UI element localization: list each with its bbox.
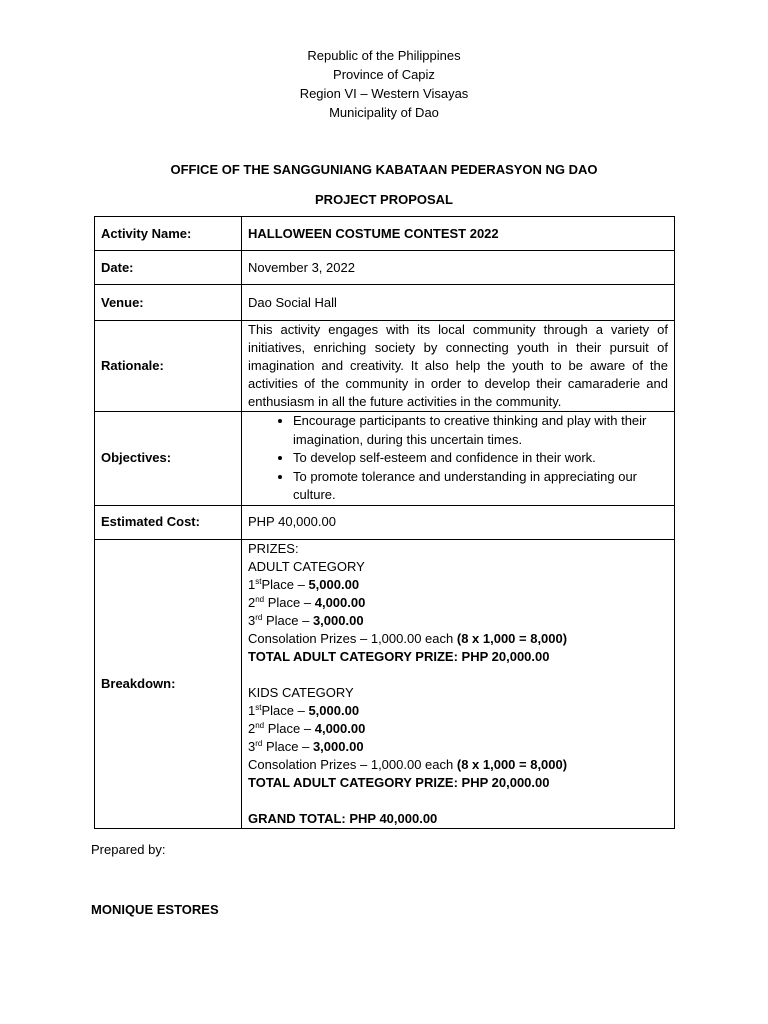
objectives-list [248, 412, 668, 505]
objective-item: • To promote tolerance and understanding in appreciating our culture. [293, 468, 668, 505]
document-title: PROJECT PROPOSAL [315, 192, 453, 207]
breakdown-content [248, 540, 668, 828]
place-amount: 4,000.00 [314, 594, 366, 610]
place-ordinal: rd [255, 612, 263, 622]
kids-second-place [248, 720, 668, 738]
table-row-date [95, 251, 675, 285]
place-number: 1 [248, 702, 256, 718]
date-label: Date: [95, 251, 242, 285]
estimated-cost-label: Estimated Cost: [95, 505, 242, 539]
proposal-table [94, 216, 675, 829]
table-row-activity [95, 217, 675, 251]
place-ordinal: rd [255, 738, 263, 748]
place-text: Place – [262, 738, 313, 754]
place-number: 2 [248, 720, 256, 736]
place-amount: 4,000.00 [314, 720, 366, 736]
kids-third-place [248, 738, 668, 756]
date-value: November 3, 2022 [242, 251, 675, 285]
activity-name-label: Activity Name: [95, 217, 242, 251]
objective-item: • To develop self-esteem and confidence in their work. [293, 449, 668, 468]
document-header [0, 46, 768, 122]
grand-total: GRAND TOTAL: PHP 40,000.00 [248, 810, 438, 826]
consolation-text: Consolation Prizes – 1,000.00 each [248, 756, 457, 772]
place-ordinal: st [255, 702, 262, 712]
prizes-heading: PRIZES: [248, 540, 299, 556]
kids-total: TOTAL ADULT CATEGORY PRIZE: PHP 20,000.00 [248, 774, 550, 790]
spacer [248, 666, 668, 684]
consolation-calc: (8 x 1,000 = 8,000) [456, 756, 568, 772]
rationale-label: Rationale: [95, 321, 242, 412]
place-ordinal: nd [255, 594, 265, 604]
table-row-objectives [95, 412, 675, 506]
place-ordinal: st [255, 576, 262, 586]
place-amount: 3,000.00 [312, 612, 364, 628]
place-text: Place – [261, 702, 309, 718]
breakdown-cell [242, 539, 675, 828]
table-row-rationale [95, 321, 675, 412]
objective-item: • Encourage participants to creative thinking and play with their imagination, during this uncertain times. [293, 412, 668, 449]
place-text: Place – [264, 594, 315, 610]
kids-category-heading: KIDS CATEGORY [248, 684, 354, 700]
table-row-venue [95, 285, 675, 321]
header-municipality: Municipality of Dao [329, 105, 439, 120]
header-region: Region VI – Western Visayas [299, 86, 469, 101]
adult-first-place [248, 576, 668, 594]
place-amount: 5,000.00 [308, 576, 360, 592]
place-text: Place – [264, 720, 315, 736]
consolation-calc: (8 x 1,000 = 8,000) [456, 630, 568, 646]
place-number: 3 [248, 738, 256, 754]
kids-consolation [248, 756, 668, 774]
adult-consolation [248, 630, 668, 648]
adult-total: TOTAL ADULT CATEGORY PRIZE: PHP 20,000.00 [248, 648, 550, 664]
rationale-text: This activity engages with its local community through a variety of initiatives, enriching society by connecting youth in their pursuit of imagination and creativity. It also help the youth to be aware of the activities of the community in order to develop their camaraderie and enthusiasm in all the future activities in the community. [248, 322, 668, 409]
adult-second-place [248, 594, 668, 612]
place-number: 1 [248, 576, 256, 592]
adult-third-place [248, 612, 668, 630]
table-row-estimated-cost [95, 505, 675, 539]
venue-value: Dao Social Hall [242, 285, 675, 321]
place-text: Place – [261, 576, 309, 592]
rationale-cell [242, 321, 675, 412]
spacer [248, 792, 668, 810]
consolation-text: Consolation Prizes – 1,000.00 each [248, 630, 457, 646]
table-row-breakdown [95, 539, 675, 828]
place-number: 3 [248, 612, 256, 628]
header-country: Republic of the Philippines [307, 48, 461, 63]
estimated-cost-value: PHP 40,000.00 [242, 505, 675, 539]
adult-category-heading: ADULT CATEGORY [248, 558, 365, 574]
activity-name-value: HALLOWEEN COSTUME CONTEST 2022 [242, 217, 675, 251]
objectives-cell [242, 412, 675, 506]
place-number: 2 [248, 594, 256, 610]
objectives-label: Objectives: [95, 412, 242, 506]
breakdown-label: Breakdown: [95, 539, 242, 828]
preparer-name: MONIQUE ESTORES [91, 902, 219, 917]
place-amount: 3,000.00 [312, 738, 364, 754]
prepared-by-label: Prepared by: [91, 842, 166, 857]
kids-first-place [248, 702, 668, 720]
place-text: Place – [262, 612, 313, 628]
office-title: OFFICE OF THE SANGGUNIANG KABATAAN PEDERASYON NG DAO [170, 162, 598, 177]
header-province: Province of Capiz [333, 67, 435, 82]
venue-label: Venue: [95, 285, 242, 321]
place-ordinal: nd [255, 720, 265, 730]
place-amount: 5,000.00 [308, 702, 360, 718]
